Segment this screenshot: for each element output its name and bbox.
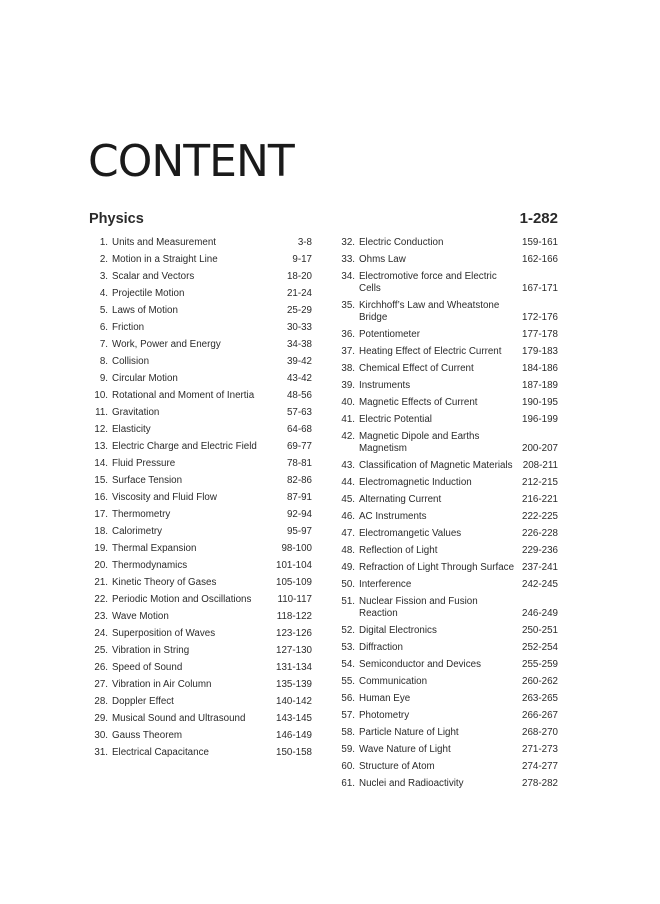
toc-entry-number: 34. (341, 271, 355, 282)
toc-entry-title: Electromangetic Values (359, 528, 462, 539)
toc-entry-title: Magnetic Effects of Current (359, 397, 478, 408)
toc-entry-pages: 177-178 (522, 329, 558, 340)
toc-entry-pages: 92-94 (286, 509, 312, 520)
toc-entry-pages: 21-24 (286, 288, 312, 299)
toc-entry-pages: 146-149 (276, 730, 312, 741)
toc-entry-title: Circular Motion (112, 373, 178, 384)
toc-entry-number: 15. (94, 475, 108, 486)
toc-entry-pages: 184-186 (522, 363, 558, 374)
toc-entry-pages: 110-117 (277, 594, 312, 605)
toc-entry-title: Vibration in Air Column (112, 679, 212, 690)
toc-entry-pages: 255-259 (522, 659, 558, 670)
toc-entry-number: 33. (341, 254, 355, 265)
toc-entry-title: Superposition of Waves (112, 628, 216, 639)
toc-entry-title: Vibration in String (112, 645, 190, 656)
toc-entry (335, 742, 558, 759)
toc-entry (88, 286, 312, 303)
toc-entry (88, 745, 312, 762)
toc-entry (88, 303, 312, 320)
toc-entry (88, 235, 312, 252)
toc-entry-title: AC Instruments (359, 511, 427, 522)
toc-entry-title: Nuclei and Radioactivity (359, 778, 464, 789)
toc-entry-title: Potentiometer (359, 329, 420, 340)
toc-entry-title: Wave Motion (112, 611, 169, 622)
toc-entry-pages: 237-241 (522, 562, 558, 573)
toc-entry-number: 38. (341, 363, 355, 374)
toc-entry-pages: 274-277 (522, 761, 558, 772)
toc-entry-number: 42. (341, 431, 355, 442)
toc-entry-pages: 64-68 (286, 424, 312, 435)
toc-entry-pages: 98-100 (281, 543, 312, 554)
toc-entry (88, 252, 312, 269)
toc-entry-pages: 246-249 (522, 608, 558, 619)
toc-entry-number: 2. (99, 254, 108, 265)
toc-entry-title: Thermal Expansion (112, 543, 197, 554)
toc-entry-pages: 123-126 (276, 628, 312, 639)
toc-entry (88, 626, 312, 643)
toc-entry-pages: 105-109 (276, 577, 312, 588)
toc-entry (335, 674, 558, 691)
toc-entry (335, 708, 558, 725)
toc-entry-number: 10. (94, 390, 108, 401)
toc-entry-title: Interference (359, 579, 412, 590)
toc-entry-number: 41. (341, 414, 355, 425)
toc-entry-title: Electrical Capacitance (112, 747, 209, 758)
toc-entry-pages: 159-161 (522, 237, 558, 248)
toc-entry (88, 524, 312, 541)
toc-entry-number: 32. (341, 237, 355, 248)
toc-entry-pages: 162-166 (522, 254, 558, 265)
toc-entry-number: 26. (94, 662, 108, 673)
toc-entry-pages: 82-86 (286, 475, 312, 486)
toc-entry-number: 54. (341, 659, 355, 670)
toc-entry-pages: 208-211 (522, 460, 558, 471)
toc-entry (88, 609, 312, 626)
toc-entry-number: 52. (341, 625, 355, 636)
toc-entry-pages: 268-270 (522, 727, 558, 738)
toc-entry-title: Thermodynamics (112, 560, 188, 571)
toc-entry-number: 51. (341, 596, 355, 607)
toc-entry (335, 429, 558, 458)
toc-entry-number: 16. (94, 492, 108, 503)
toc-entry-title: Ohms Law (359, 254, 406, 265)
toc-entry-number: 39. (341, 380, 355, 391)
toc-entry-number: 47. (341, 528, 355, 539)
section-title: Physics (89, 211, 144, 227)
toc-entry-number: 60. (341, 761, 355, 772)
toc-entry-pages: 167-171 (522, 283, 558, 294)
toc-entry-title: Human Eye (359, 693, 411, 704)
toc-entry-title: Wave Nature of Light (359, 744, 451, 755)
toc-entry (88, 337, 312, 354)
toc-entry (335, 412, 558, 429)
toc-entry (335, 577, 558, 594)
toc-entry (335, 776, 558, 793)
toc-entry (335, 458, 558, 475)
toc-entry-title: Musical Sound and Ultrasound (112, 713, 246, 724)
toc-entry-number: 5. (99, 305, 108, 316)
toc-entry (335, 526, 558, 543)
toc-entry-title: Motion in a Straight Line (112, 254, 218, 265)
toc-entry-pages: 30-33 (286, 322, 312, 333)
toc-entry (88, 677, 312, 694)
toc-entry-title: Diffraction (359, 642, 403, 653)
toc-entry-number: 50. (341, 579, 355, 590)
toc-entry (88, 405, 312, 422)
toc-entry (335, 492, 558, 509)
toc-entry-number: 12. (94, 424, 108, 435)
toc-entry (88, 354, 312, 371)
toc-entry-number: 1. (99, 237, 108, 248)
toc-entry-pages: 3-8 (297, 237, 312, 248)
toc-entry-pages: 150-158 (276, 747, 312, 758)
toc-entry-pages: 242-245 (522, 579, 558, 590)
toc-entry-title: Viscosity and Fluid Flow (112, 492, 217, 503)
toc-entry-number: 58. (341, 727, 355, 738)
toc-entry (88, 320, 312, 337)
toc-entry-title: Kirchhoff’s Law and Wheatstone Bridge (359, 300, 500, 323)
toc-entry-title: Structure of Atom (359, 761, 435, 772)
toc-entry-number: 36. (341, 329, 355, 340)
toc-entry (88, 473, 312, 490)
toc-column-left (88, 235, 312, 762)
toc-entry (88, 660, 312, 677)
toc-entry-title: Electromagnetic Induction (359, 477, 472, 488)
toc-entry (335, 657, 558, 674)
toc-entry-number: 49. (341, 562, 355, 573)
toc-entry (88, 694, 312, 711)
toc-entry-number: 25. (94, 645, 108, 656)
toc-entry (88, 592, 312, 609)
toc-entry-number: 45. (341, 494, 355, 505)
toc-entry-pages: 34-38 (286, 339, 312, 350)
toc-entry-title: Reflection of Light (359, 545, 438, 556)
toc-entry-title: Gauss Theorem (112, 730, 183, 741)
toc-entry-title: Laws of Motion (112, 305, 178, 316)
toc-entry-pages: 78-81 (286, 458, 312, 469)
toc-entry (335, 475, 558, 492)
toc-entry (88, 269, 312, 286)
toc-entry (88, 490, 312, 507)
toc-entry-number: 17. (94, 509, 108, 520)
toc-entry-pages: 43-42 (286, 373, 312, 384)
toc-entry (335, 361, 558, 378)
toc-entry-pages: 18-20 (286, 271, 312, 282)
toc-entry-pages: 278-282 (522, 778, 558, 789)
toc-entry-pages: 196-199 (522, 414, 558, 425)
toc-entry-title: Electromotive force and Electric Cells (359, 271, 497, 294)
toc-entry-pages: 216-221 (522, 494, 558, 505)
toc-entry-number: 13. (94, 441, 108, 452)
toc-entry-number: 19. (94, 543, 108, 554)
toc-entry-title: Refraction of Light Through Surface (359, 562, 515, 573)
toc-entry-pages: 95-97 (286, 526, 312, 537)
toc-entry-number: 28. (94, 696, 108, 707)
toc-entry-pages: 212-215 (522, 477, 558, 488)
toc-entry-title: Electric Potential (359, 414, 432, 425)
toc-entry (335, 594, 558, 623)
toc-entry-title: Digital Electronics (359, 625, 437, 636)
toc-entry (335, 252, 558, 269)
toc-entry-pages: 229-236 (522, 545, 558, 556)
toc-entry (88, 456, 312, 473)
toc-entry-pages: 57-63 (286, 407, 312, 418)
toc-entry-number: 29. (94, 713, 108, 724)
toc-entry-number: 57. (341, 710, 355, 721)
toc-entry-number: 7. (99, 339, 108, 350)
toc-entry-title: Particle Nature of Light (359, 727, 459, 738)
toc-entry-title: Fluid Pressure (112, 458, 176, 469)
toc-entry-pages: 118-122 (276, 611, 312, 622)
toc-entry-number: 24. (94, 628, 108, 639)
toc-entry-pages: 140-142 (276, 696, 312, 707)
toc-entry-title: Heating Effect of Electric Current (359, 346, 502, 357)
toc-entry-pages: 266-267 (522, 710, 558, 721)
toc-entry-number: 30. (94, 730, 108, 741)
toc-entry (88, 558, 312, 575)
toc-entry-number: 11. (95, 407, 108, 418)
toc-entry-title: Rotational and Moment of Inertia (112, 390, 255, 401)
toc-entry (88, 388, 312, 405)
toc-entry (335, 298, 558, 327)
toc-entry (88, 643, 312, 660)
toc-entry (335, 640, 558, 657)
toc-entry-title: Instruments (359, 380, 411, 391)
toc-entry-title: Thermometry (112, 509, 171, 520)
toc-entry-number: 22. (94, 594, 108, 605)
toc-entry-number: 56. (341, 693, 355, 704)
toc-entry-number: 21. (94, 577, 108, 588)
toc-entry-pages: 190-195 (522, 397, 558, 408)
toc-entry-pages: 187-189 (522, 380, 558, 391)
toc-entry (335, 543, 558, 560)
toc-entry-number: 6. (99, 322, 108, 333)
toc-entry (335, 344, 558, 361)
toc-entry-number: 53. (341, 642, 355, 653)
toc-entry-title: Classification of Magnetic Materials (359, 460, 513, 471)
toc-column-right (335, 235, 558, 793)
toc-entry-pages: 127-130 (276, 645, 312, 656)
toc-entry-number: 4. (99, 288, 108, 299)
toc-entry-number: 35. (341, 300, 355, 311)
toc-entry (335, 725, 558, 742)
toc-entry-title: Alternating Current (359, 494, 442, 505)
toc-entry-number: 61. (341, 778, 355, 789)
toc-entry (88, 507, 312, 524)
toc-entry-title: Semiconductor and Devices (359, 659, 481, 670)
page-title: CONTENT (88, 136, 294, 187)
toc-entry (335, 235, 558, 252)
toc-entry-number: 48. (341, 545, 355, 556)
toc-entry-pages: 271-273 (522, 744, 558, 755)
toc-entry-number: 27. (94, 679, 108, 690)
toc-entry-pages: 172-176 (522, 312, 558, 323)
toc-entry-title: Magnetic Dipole and Earths Magnetism (359, 431, 480, 454)
toc-entry-title: Nuclear Fission and Fusion Reaction (359, 596, 478, 619)
toc-entry-pages: 250-251 (522, 625, 558, 636)
toc-entry-number: 9. (99, 373, 108, 384)
toc-entry-number: 43. (341, 460, 355, 471)
toc-entry-title: Periodic Motion and Oscillations (112, 594, 252, 605)
toc-entry-pages: 200-207 (522, 443, 558, 454)
toc-entry-number: 59. (341, 744, 355, 755)
toc-entry-pages: 263-265 (522, 693, 558, 704)
toc-entry-pages: 48-56 (286, 390, 312, 401)
toc-entry (335, 395, 558, 412)
toc-entry-title: Collision (112, 356, 150, 367)
toc-entry (335, 623, 558, 640)
toc-entry (335, 327, 558, 344)
toc-entry-number: 37. (341, 346, 355, 357)
toc-entry-number: 20. (94, 560, 108, 571)
toc-entry (88, 371, 312, 388)
toc-entry-pages: 252-254 (522, 642, 558, 653)
toc-entry-pages: 135-139 (276, 679, 312, 690)
toc-entry-pages: 179-183 (522, 346, 558, 357)
toc-entry-title: Calorimetry (112, 526, 163, 537)
toc-entry-number: 3. (99, 271, 108, 282)
toc-entry-pages: 69-77 (286, 441, 312, 452)
toc-entry-pages: 9-17 (292, 254, 312, 265)
toc-entry-number: 14. (94, 458, 108, 469)
toc-entry (88, 541, 312, 558)
toc-entry-title: Units and Measurement (112, 237, 217, 248)
toc-entry-title: Communication (359, 676, 428, 687)
toc-entry (88, 728, 312, 745)
toc-entry (335, 691, 558, 708)
toc-entry-title: Doppler Effect (112, 696, 174, 707)
section-page-range: 1-282 (519, 210, 558, 227)
toc-entry-title: Electric Charge and Electric Field (112, 441, 257, 452)
toc-entry-number: 18. (94, 526, 108, 537)
toc-entry-number: 55. (341, 676, 355, 687)
toc-entry-title: Work, Power and Energy (112, 339, 221, 350)
toc-entry (335, 509, 558, 526)
toc-entry-number: 44. (341, 477, 355, 488)
toc-entry-title: Projectile Motion (112, 288, 185, 299)
toc-entry-title: Scalar and Vectors (112, 271, 195, 282)
toc-entry-pages: 25-29 (286, 305, 312, 316)
toc-entry-title: Elasticity (112, 424, 151, 435)
toc-entry-title: Speed of Sound (112, 662, 183, 673)
toc-entry-number: 46. (341, 511, 355, 522)
toc-entry-pages: 143-145 (276, 713, 312, 724)
toc-entry-title: Electric Conduction (359, 237, 444, 248)
toc-entry-title: Friction (112, 322, 145, 333)
toc-entry-pages: 260-262 (522, 676, 558, 687)
toc-entry (335, 269, 558, 298)
toc-entry (88, 422, 312, 439)
toc-entry (335, 759, 558, 776)
toc-entry-title: Kinetic Theory of Gases (112, 577, 217, 588)
toc-entry-pages: 87-91 (286, 492, 312, 503)
toc-entry-pages: 131-134 (276, 662, 312, 673)
toc-entry-title: Gravitation (112, 407, 160, 418)
toc-entry-title: Chemical Effect of Current (359, 363, 474, 374)
toc-entry-number: 31. (94, 747, 108, 758)
toc-entry-pages: 39-42 (286, 356, 312, 367)
toc-entry (88, 439, 312, 456)
toc-entry (335, 560, 558, 577)
toc-entry-number: 40. (341, 397, 355, 408)
toc-entry-pages: 101-104 (276, 560, 312, 571)
toc-entry-number: 8. (99, 356, 108, 367)
toc-entry (88, 575, 312, 592)
toc-entry-title: Surface Tension (112, 475, 183, 486)
toc-entry-title: Photometry (359, 710, 410, 721)
toc-entry (88, 711, 312, 728)
toc-entry-number: 23. (94, 611, 108, 622)
toc-entry (335, 378, 558, 395)
toc-entry-pages: 222-225 (522, 511, 558, 522)
toc-entry-pages: 226-228 (522, 528, 558, 539)
